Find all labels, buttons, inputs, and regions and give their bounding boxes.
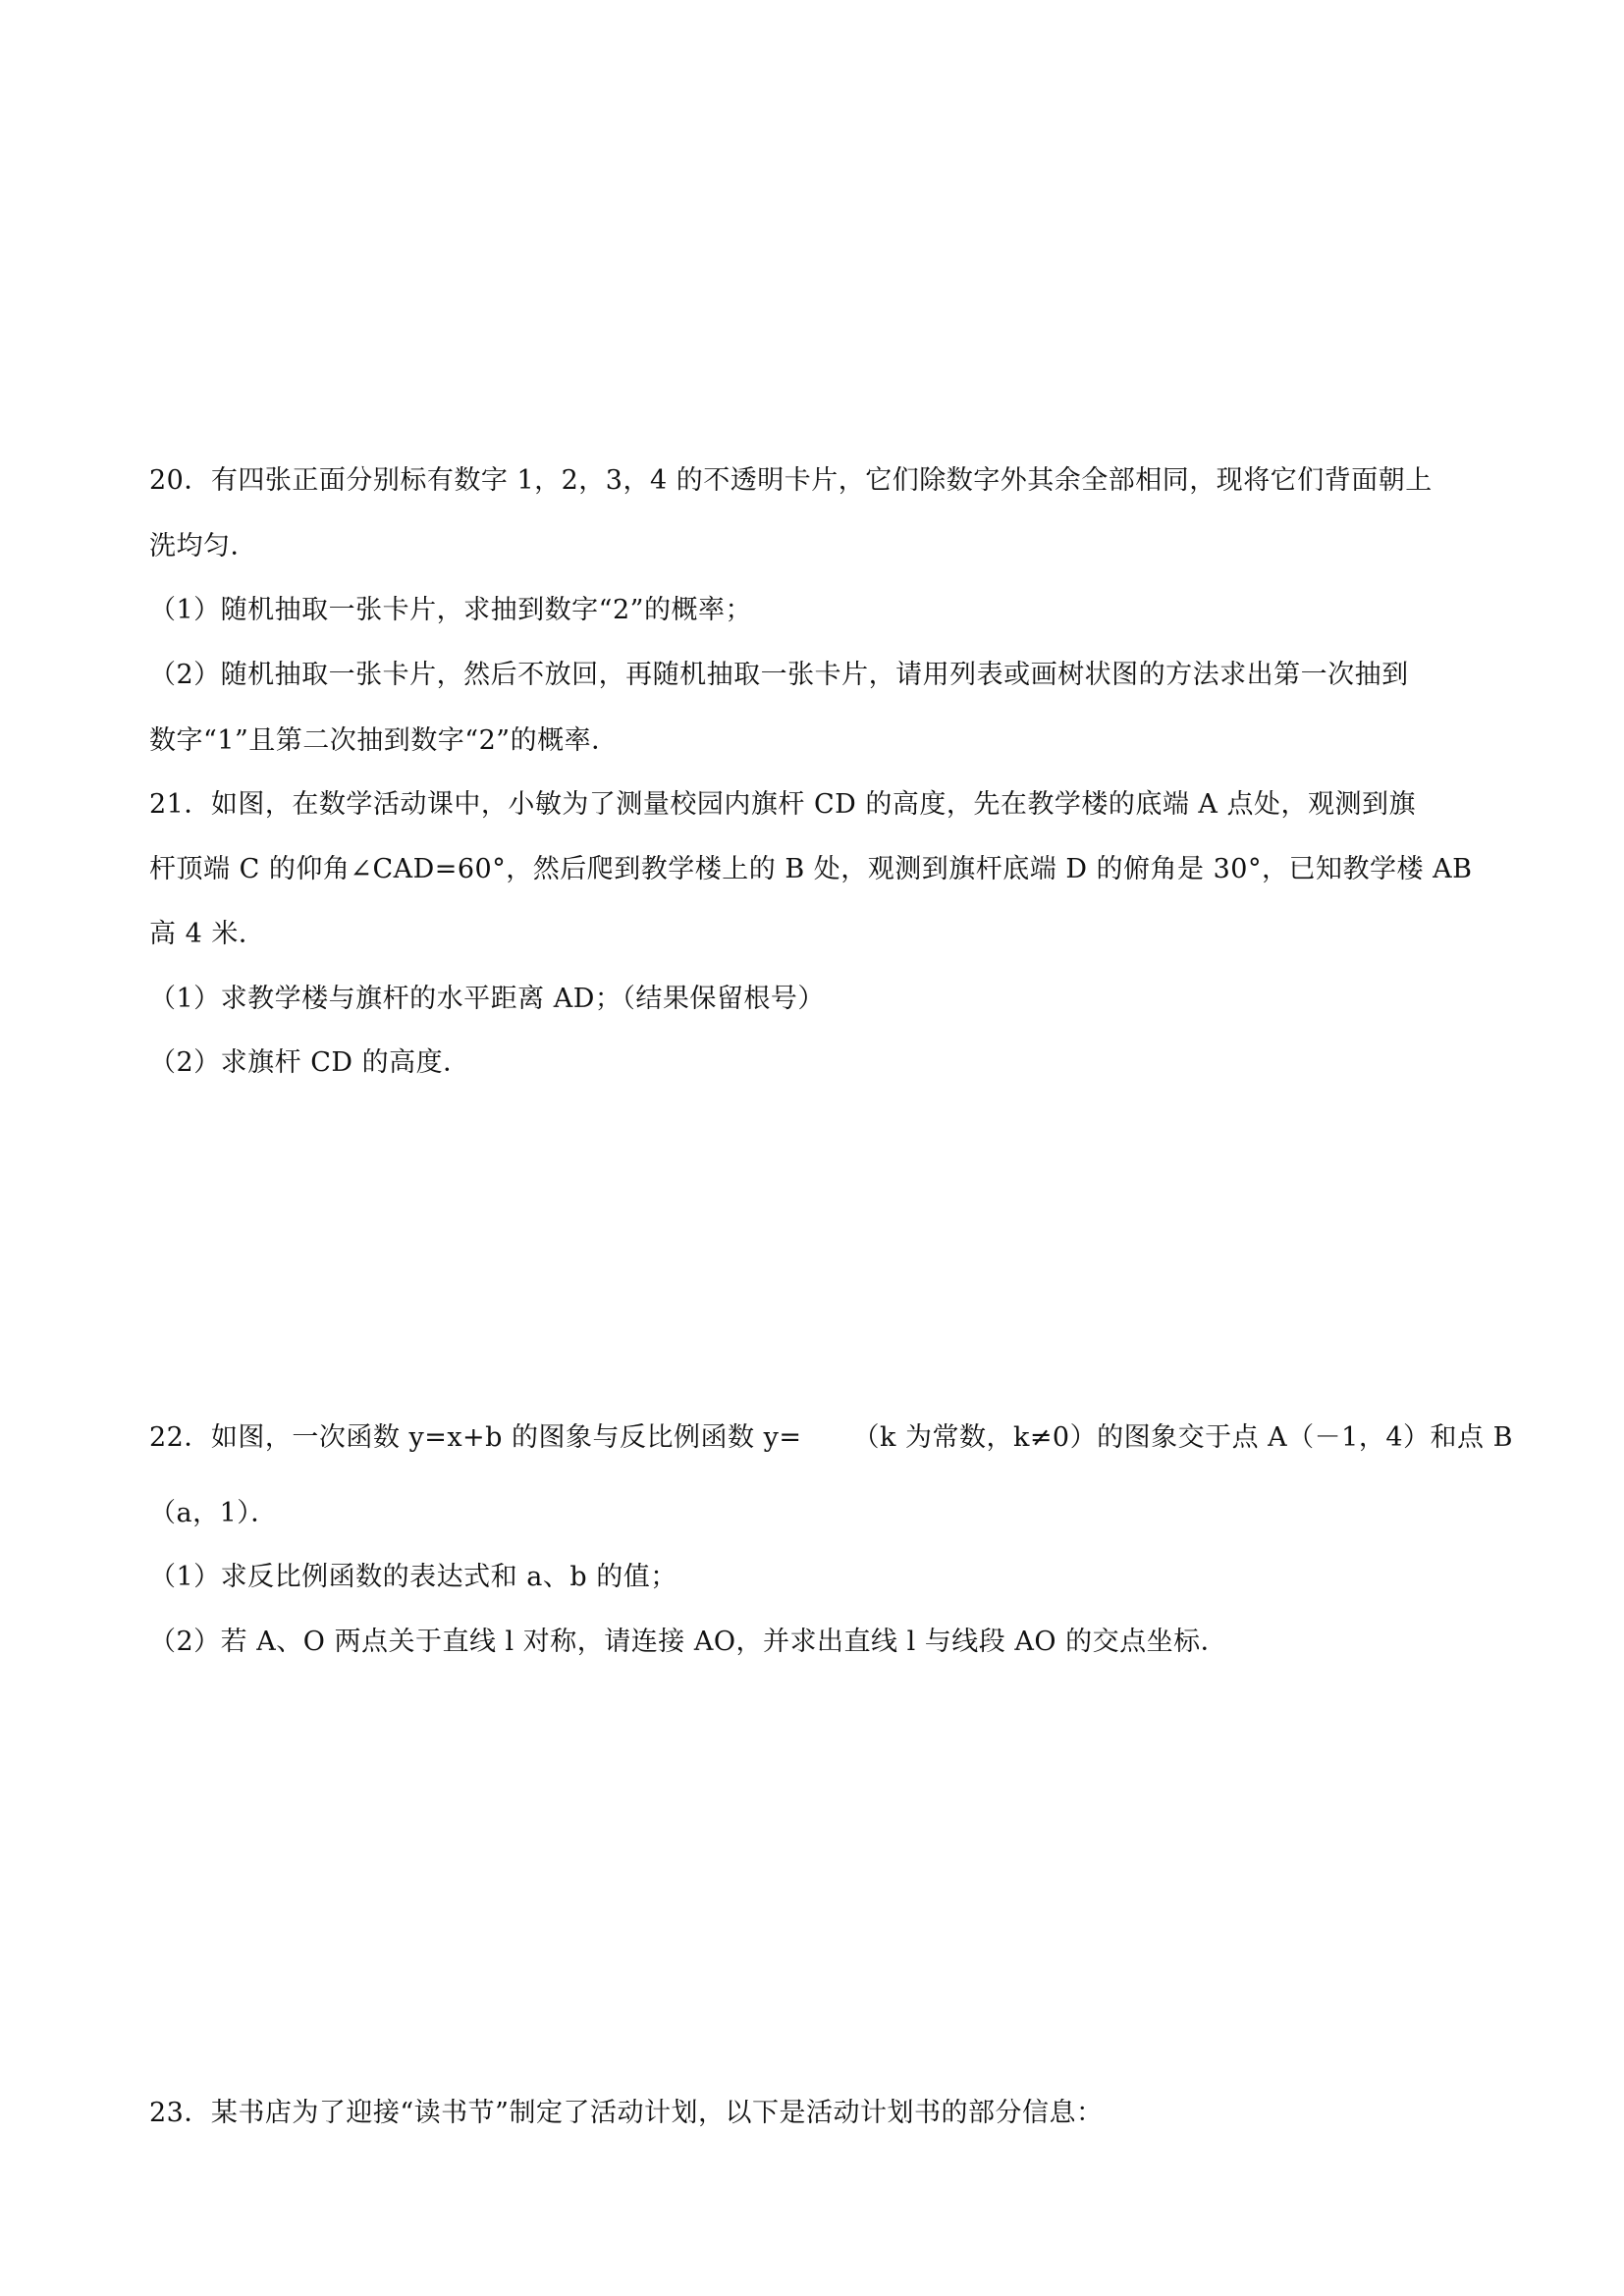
q22-line-1-start: 22．如图，一次函数 y=x+b 的图象与反比例函数 y= (149, 1422, 802, 1453)
q20-part-2-line-1: （2）随机抽取一张卡片，然后不放回，再随机抽取一张卡片，请用列表或画树状图的方法求出第一次抽到 (149, 660, 1409, 690)
q21-part-2: （2）求旗杆 CD 的高度． (149, 1047, 470, 1078)
q23-line-1: 23．某书店为了迎接“读书节”制定了活动计划，以下是活动计划书的部分信息： (149, 2098, 1104, 2128)
q20-part-2-line-2: 数字“1”且第二次抽到数字“2”的概率． (149, 725, 619, 756)
q20-part-1: （1）随机抽取一张卡片，求抽到数字“2”的概率； (149, 595, 752, 625)
q21-line-1: 21．如图，在数学活动课中，小敏为了测量校园内旗杆 CD 的高度，先在教学楼的底端 A 点处，观测到旗 (149, 789, 1416, 820)
q22-part-2: （2）若 A、O 两点关于直线 l 对称，请连接 AO，并求出直线 l 与线段 AO 的交点坐标． (149, 1627, 1228, 1657)
q20-line-1: 20．有四张正面分别标有数字 1，2，3，4 的不透明卡片，它们除数字外其余全部相同，现将它们背面朝上 (149, 465, 1433, 496)
q22-part-1: （1）求反比例函数的表达式和 a、b 的值； (149, 1562, 677, 1592)
q21-part-1: （1）求教学楼与旗杆的水平距离 AD；（结果保留根号） (149, 984, 825, 1014)
q22-line-1-end: （k 为常数，k≠0）的图象交于点 A（－1，4）和点 B (852, 1422, 1513, 1453)
q22-line-2: （a，1）． (149, 1498, 278, 1528)
q20-line-2: 洗均匀． (149, 531, 257, 561)
q22-line-1 (149, 1420, 1513, 1456)
q21-line-3: 高 4 米． (149, 919, 266, 949)
q21-line-2: 杆顶端 C 的仰角∠CAD=60°，然后爬到教学楼上的 B 处，观测到旗杆底端 D 的俯角是 30°，已知教学楼 AB (149, 854, 1473, 884)
